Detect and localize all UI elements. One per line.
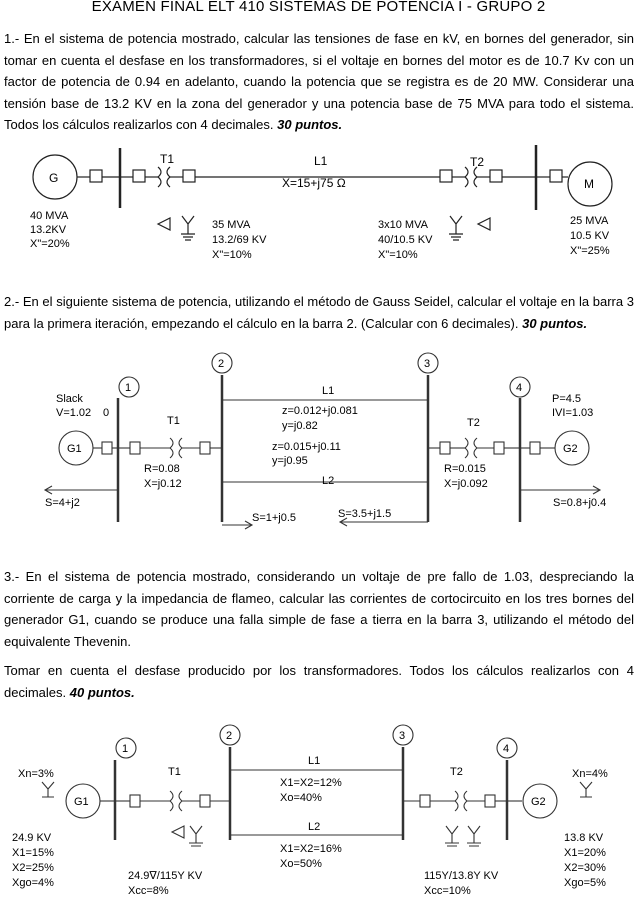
load-s1: S=4+j2 bbox=[45, 497, 80, 509]
diagram-3 bbox=[0, 722, 637, 899]
motor-label: M bbox=[584, 177, 594, 191]
bus-4-power: P=4.5 bbox=[552, 393, 582, 405]
load-s2: S=1+j0.5 bbox=[252, 512, 297, 524]
g2-x2: X2=30% bbox=[564, 862, 606, 874]
t1-kv: 24.9∇/115Y KV bbox=[128, 870, 203, 882]
motor-kv: 10.5 KV bbox=[570, 230, 610, 242]
question-3b bbox=[4, 660, 634, 703]
l2-admittance: y=j0.95 bbox=[272, 455, 308, 467]
question-2-text: 2.- En el siguiente sistema de potencia, utilizando el método de Gauss Seidel, calcular el voltaje en la barra 3 para la primera iteración, empezando el cálculo en la barra 2. (Calcular con 6 decimales). bbox=[4, 294, 634, 331]
question-1 bbox=[4, 28, 634, 136]
t2-label: T2 bbox=[450, 766, 463, 778]
l1-impedance: z=0.012+j0.081 bbox=[282, 405, 358, 417]
t2-kv: 40/10.5 KV bbox=[378, 234, 433, 246]
load-s4: S=0.8+j0.4 bbox=[553, 497, 607, 509]
t2-x: X=j0.092 bbox=[444, 478, 488, 490]
l2-label: L2 bbox=[322, 475, 335, 487]
t1-label: T1 bbox=[160, 152, 175, 166]
g1-x2: X2=25% bbox=[12, 862, 54, 874]
l1-x0: Xo=40% bbox=[280, 792, 322, 804]
t1-label: T1 bbox=[167, 415, 180, 427]
l2-x12: X1=X2=16% bbox=[280, 843, 342, 855]
bus-1-label: 1 bbox=[122, 743, 129, 755]
t2-kv: 115Y/13.8Y KV bbox=[424, 870, 499, 882]
gen-x: X"=20% bbox=[30, 238, 70, 250]
question-2-points: 30 puntos. bbox=[522, 315, 588, 331]
question-3-text-2: Tomar en cuenta el desfase producido por los transformadores. Todos los cálculos realizarlos con 4 decimales. bbox=[4, 663, 634, 700]
page-title: EXAMEN FINAL ELT 410 SISTEMAS DE POTENCIA I - GRUPO 2 bbox=[91, 0, 546, 15]
bus-2-label: 2 bbox=[226, 730, 233, 742]
g1-x1: X1=15% bbox=[12, 847, 54, 859]
l2-impedance: z=0.015+j0.11 bbox=[272, 441, 341, 453]
slack-angle: 0 bbox=[103, 407, 110, 419]
t2-mva: 3x10 MVA bbox=[378, 219, 428, 231]
gen-mva: 40 MVA bbox=[30, 210, 69, 222]
t1-mva: 35 MVA bbox=[212, 219, 251, 231]
question-2 bbox=[4, 291, 634, 334]
t1-xcc: Xcc=8% bbox=[128, 885, 169, 897]
t1-label: T1 bbox=[168, 766, 181, 778]
g2-label: G2 bbox=[531, 796, 546, 808]
diagram-1 bbox=[0, 140, 637, 270]
g1-label: G1 bbox=[67, 443, 82, 455]
question-3-text: 3.- En el sistema de potencia mostrado, considerando un voltaje de pre fallo de 1.03, despreciando la corriente de carga y la impedancia de flameo, calcular las corrientes de cortocircuito en los tres bornes del generador G1, cuando se produce una falla simple de fase a tierra en la barra 3, utilizando el método del equivalente Thevenin. bbox=[4, 569, 634, 649]
l1-label: L1 bbox=[314, 154, 328, 168]
t2-xcc: Xcc=10% bbox=[424, 885, 471, 897]
g1-label: G1 bbox=[74, 796, 89, 808]
wye-ground-icon bbox=[449, 216, 463, 240]
motor-x: X"=25% bbox=[570, 245, 610, 257]
wye-ground-icon bbox=[181, 216, 195, 240]
t1-x: X"=10% bbox=[212, 249, 252, 261]
l1-admittance: y=j0.82 bbox=[282, 420, 318, 432]
motor-mva: 25 MVA bbox=[570, 215, 609, 227]
g1-xgo: Xgo=4% bbox=[12, 877, 54, 889]
l1-label: L1 bbox=[308, 755, 321, 767]
bus-4-label: 4 bbox=[503, 743, 510, 755]
g1-kv: 24.9 KV bbox=[12, 832, 52, 844]
t1-kv: 13.2/69 KV bbox=[212, 234, 267, 246]
g2-kv: 13.8 KV bbox=[564, 832, 604, 844]
t1-r: R=0.08 bbox=[144, 463, 180, 475]
slack-voltage: V=1.02 bbox=[56, 407, 92, 419]
gen-kv: 13.2KV bbox=[30, 224, 67, 236]
bus-1-label: 1 bbox=[125, 382, 132, 394]
t2-label: T2 bbox=[470, 155, 485, 169]
load-s3: S=3.5+j1.5 bbox=[338, 508, 392, 520]
xn1: Xn=3% bbox=[18, 768, 54, 780]
l1-label: L1 bbox=[322, 385, 335, 397]
g2-x1: X1=20% bbox=[564, 847, 606, 859]
bus-3-label: 3 bbox=[399, 730, 406, 742]
g2-xgo: Xgo=5% bbox=[564, 877, 606, 889]
t2-r: R=0.015 bbox=[444, 463, 486, 475]
slack-label: Slack bbox=[56, 393, 83, 405]
delta-icon bbox=[158, 218, 170, 230]
l2-x0: Xo=50% bbox=[280, 858, 322, 870]
bus-3-label: 3 bbox=[424, 358, 431, 370]
question-3-points: 40 puntos. bbox=[69, 684, 135, 700]
question-3 bbox=[4, 566, 634, 652]
t2-coils bbox=[465, 167, 477, 187]
bus-4-label: 4 bbox=[516, 382, 523, 394]
t1-coils bbox=[158, 167, 170, 187]
diagram-2 bbox=[0, 350, 637, 540]
t1-x: X=j0.12 bbox=[144, 478, 182, 490]
t2-label: T2 bbox=[467, 417, 480, 429]
l1-x12: X1=X2=12% bbox=[280, 777, 342, 789]
delta-icon bbox=[478, 218, 490, 230]
g2-label: G2 bbox=[563, 443, 578, 455]
bus-2-label: 2 bbox=[218, 358, 225, 370]
t2-x: X"=10% bbox=[378, 249, 418, 261]
question-1-text: 1.- En el sistema de potencia mostrado, calcular las tensiones de fase en kV, en bornes del generador, sin tomar en cuenta el desfase en los transformadores, si el voltaje en bornes del motor es de 10.7 Kv con un factor de potencia de 0.94 en adelanto, cuando la potencia que se registra es de 20 MW. Considerar una tensión base de 13.2 KV en la zona del generador y una potencia base de 75 MVA para todo el sistema. Todos los cálculos realizarlos con 4 decimales. bbox=[4, 31, 634, 132]
gen-label: G bbox=[49, 171, 59, 185]
l2-label: L2 bbox=[308, 821, 321, 833]
bus-4-voltage: IVI=1.03 bbox=[552, 407, 594, 419]
xn2: Xn=4% bbox=[572, 768, 608, 780]
line-impedance: X=15+j75 Ω bbox=[282, 176, 346, 190]
question-1-points: 30 puntos. bbox=[277, 117, 343, 132]
